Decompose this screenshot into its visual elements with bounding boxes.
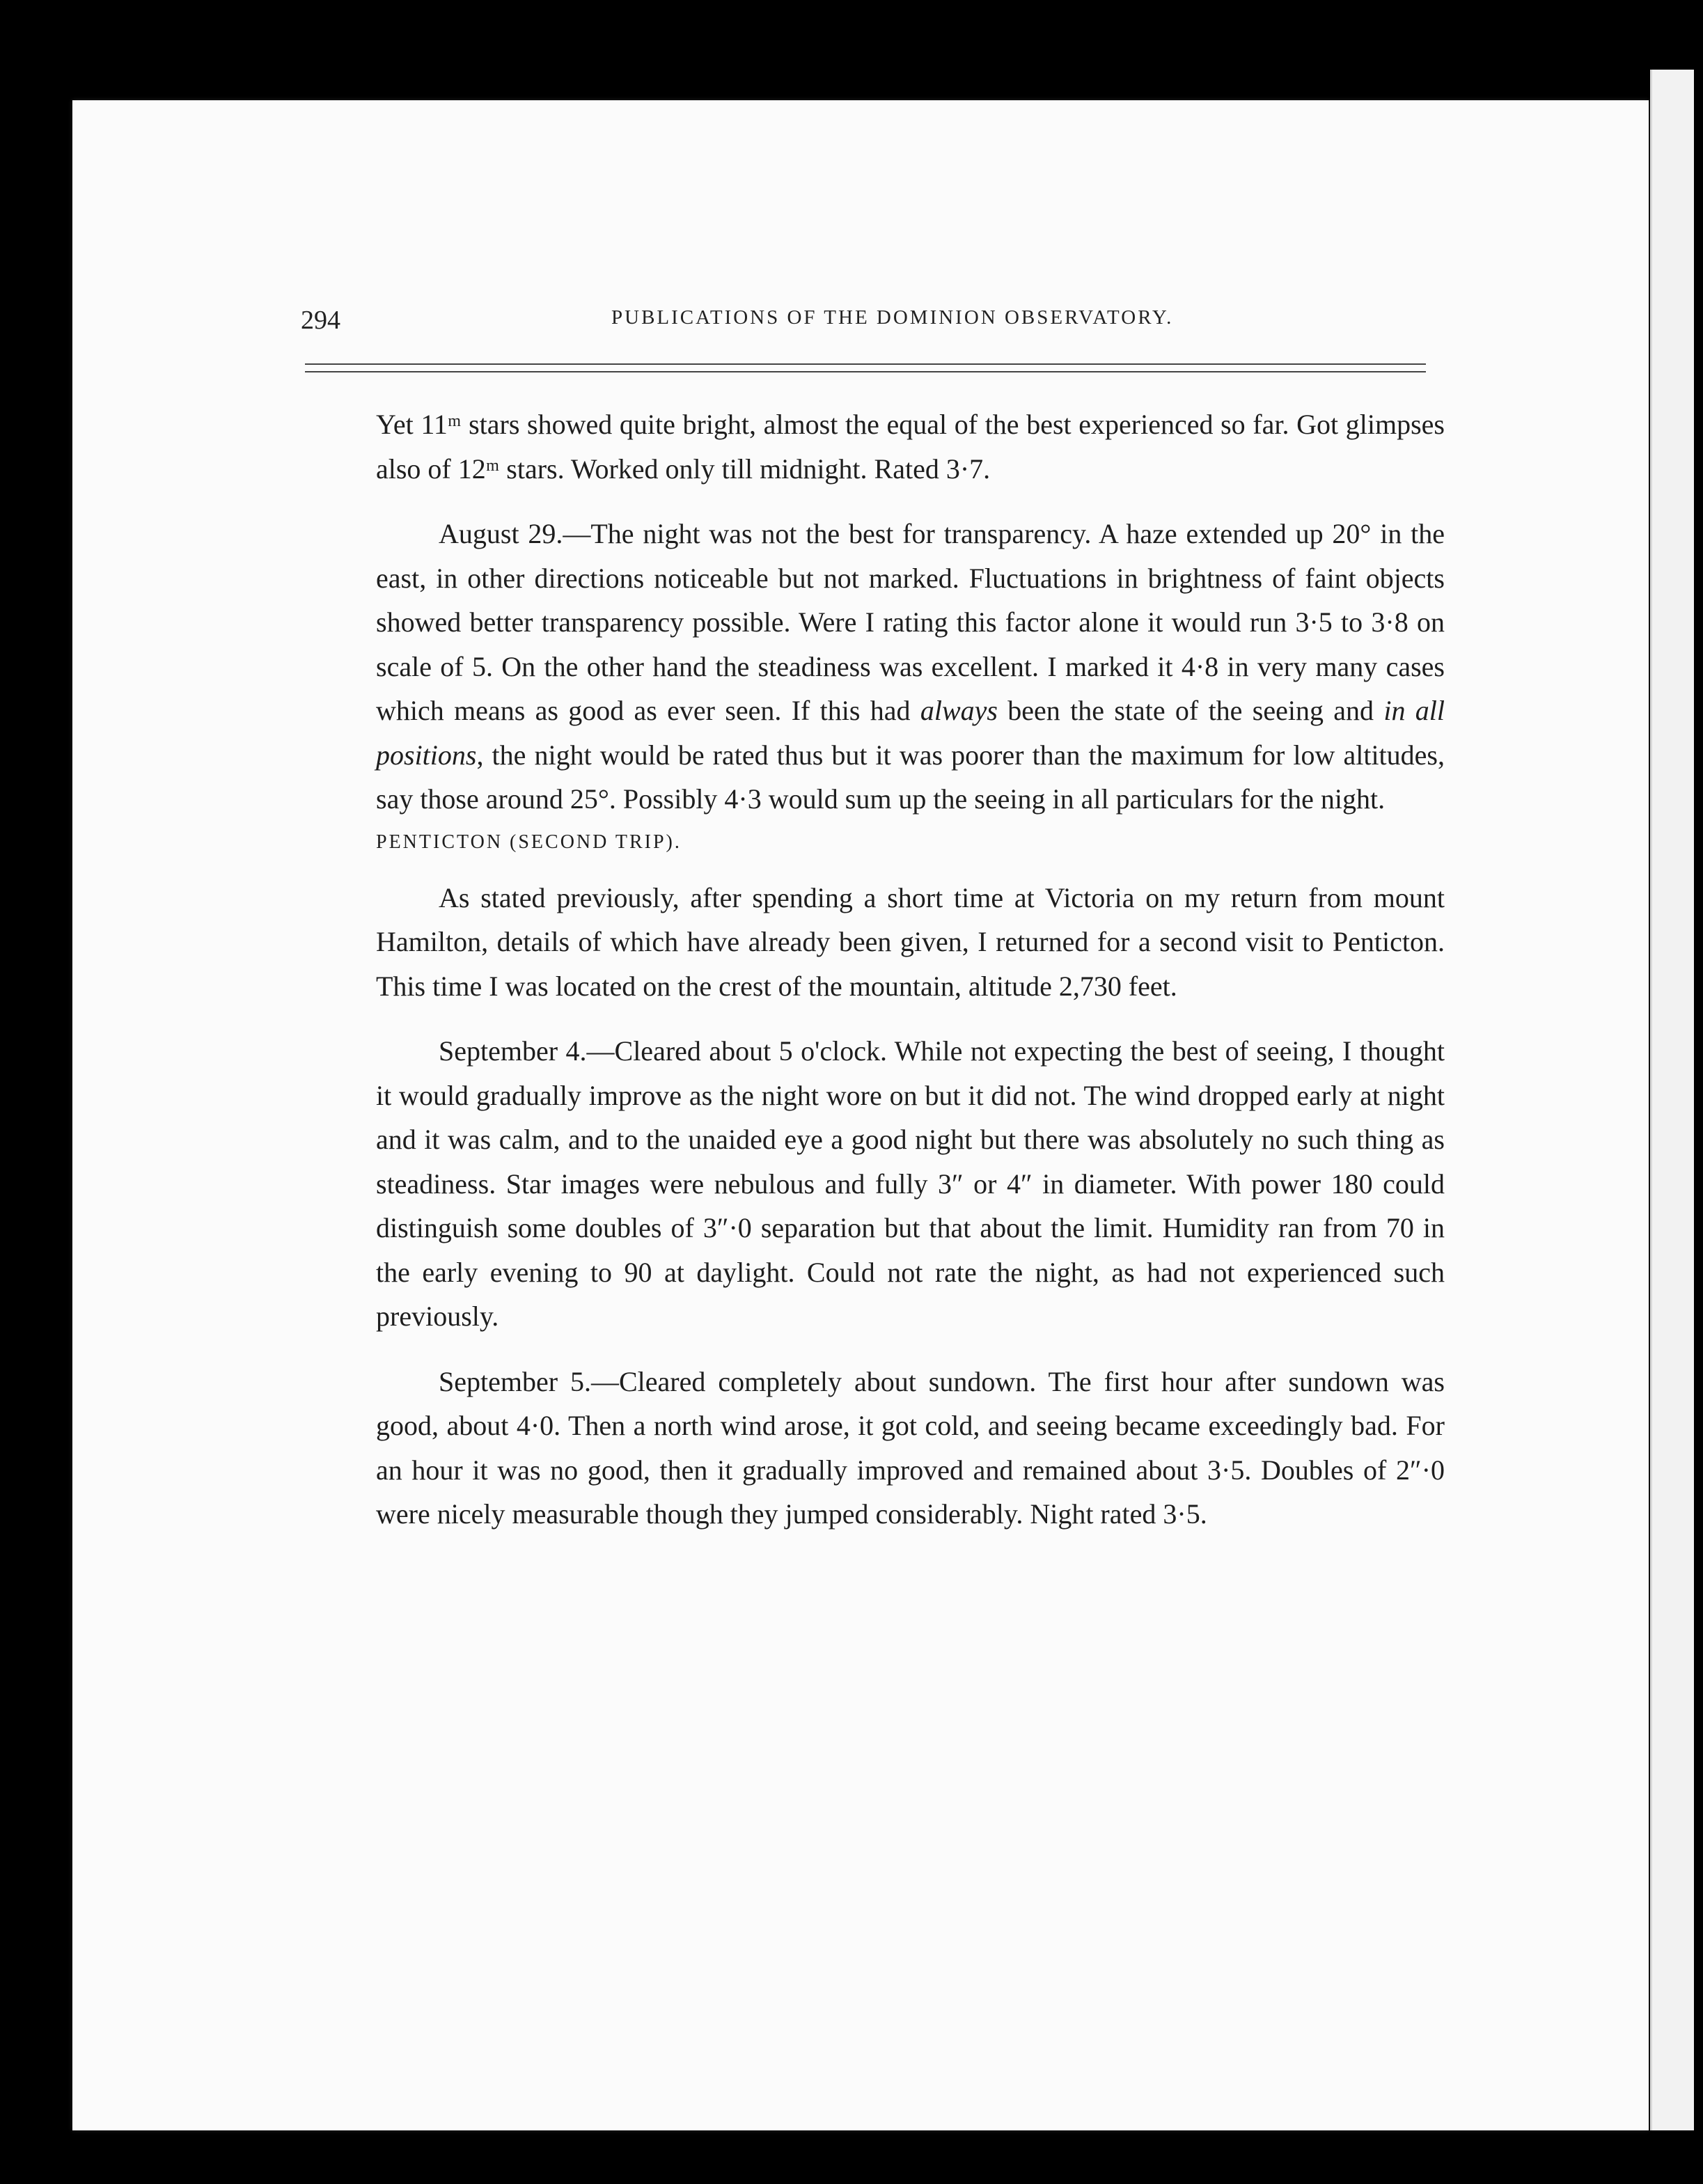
entry-date: September 5. (439, 1365, 591, 1397)
running-title: PUBLICATIONS OF THE DOMINION OBSERVATORY. (611, 306, 1174, 329)
paragraph-penticton-intro: As stated previously, after spending a short time at Victoria on my return from mount Hamilton, details of which have already been given, I returned for a second visit to Penticton. This time I was located on the crest of the mountain, altitude 2,730 feet. (376, 881, 1445, 1002)
entry-text: —The night was not the best for transparency. A haze extended up 20° in the east, in other directions noticeable but not marked. Fluctuations in brightness of faint objects showed better transparency possible. Were I rating this factor alone it would run 3·5 to 3·8 on scale of 5. On the other hand the steadiness was excellent. I marked it 4·8 in very many cases which means as good as ever seen. If this had (376, 518, 1445, 726)
entry-date: September 4. (439, 1035, 587, 1067)
page-number: 294 (301, 306, 340, 335)
entry-date: August 29. (439, 518, 563, 549)
emphasis-in-all-positions: in all positions (376, 695, 1445, 771)
entry-text: —Cleared completely about sundown. The first hour after sundown was good, about 4·0. Then a north wind arose, it got cold, and seeing became exceedingly bad. For an hour it was no good, then it gradually improved and remained about 3·5. Doubles of 2″·0 were nicely measurable though they jumped considerably. Night rated 3·5. (376, 1365, 1445, 1530)
paragraph-september-5 (376, 1360, 1445, 1537)
paragraph-continuation: Yet 11ᵐ stars showed quite bright, almost the equal of the best experienced so far. Got glimpses also of 12ᵐ stars. Worked only till midnight. Rated 3·7. (376, 409, 1445, 485)
paragraph-september-4 (376, 1029, 1445, 1339)
entry-text: —Cleared about 5 o'clock. While not expecting the best of seeing, I thought it would gradually improve as the night wore on but it did not. The wind dropped early at night and it was calm, and to the unaided eye a good night but there was absolutely no such thing as steadiness. Star images were nebulous and fully 3″ or 4″ in diameter. With power 180 could distinguish some doubles of 3″·0 separation but that about the limit. Humidity ran from 70 in the early evening to 90 at daylight. Could not rate the night, as had not experienced such previously. (376, 1035, 1445, 1332)
entry-text: been the state of the seeing and (997, 695, 1384, 726)
paragraph-august-29 (376, 512, 1445, 822)
emphasis-always: always (920, 695, 998, 726)
header-rule-top (305, 363, 1426, 365)
body-text (376, 402, 1445, 1537)
adjacent-page-edge (1650, 70, 1694, 2130)
entry-text: , the night would be rated thus but it was poorer than the maximum for low altitudes, say those around 25°. Possibly 4·3 would sum up the seeing in all particulars for the night. (376, 739, 1445, 815)
header-rule-bottom (305, 371, 1426, 372)
section-heading: PENTICTON (SECOND TRIP). (376, 831, 682, 853)
